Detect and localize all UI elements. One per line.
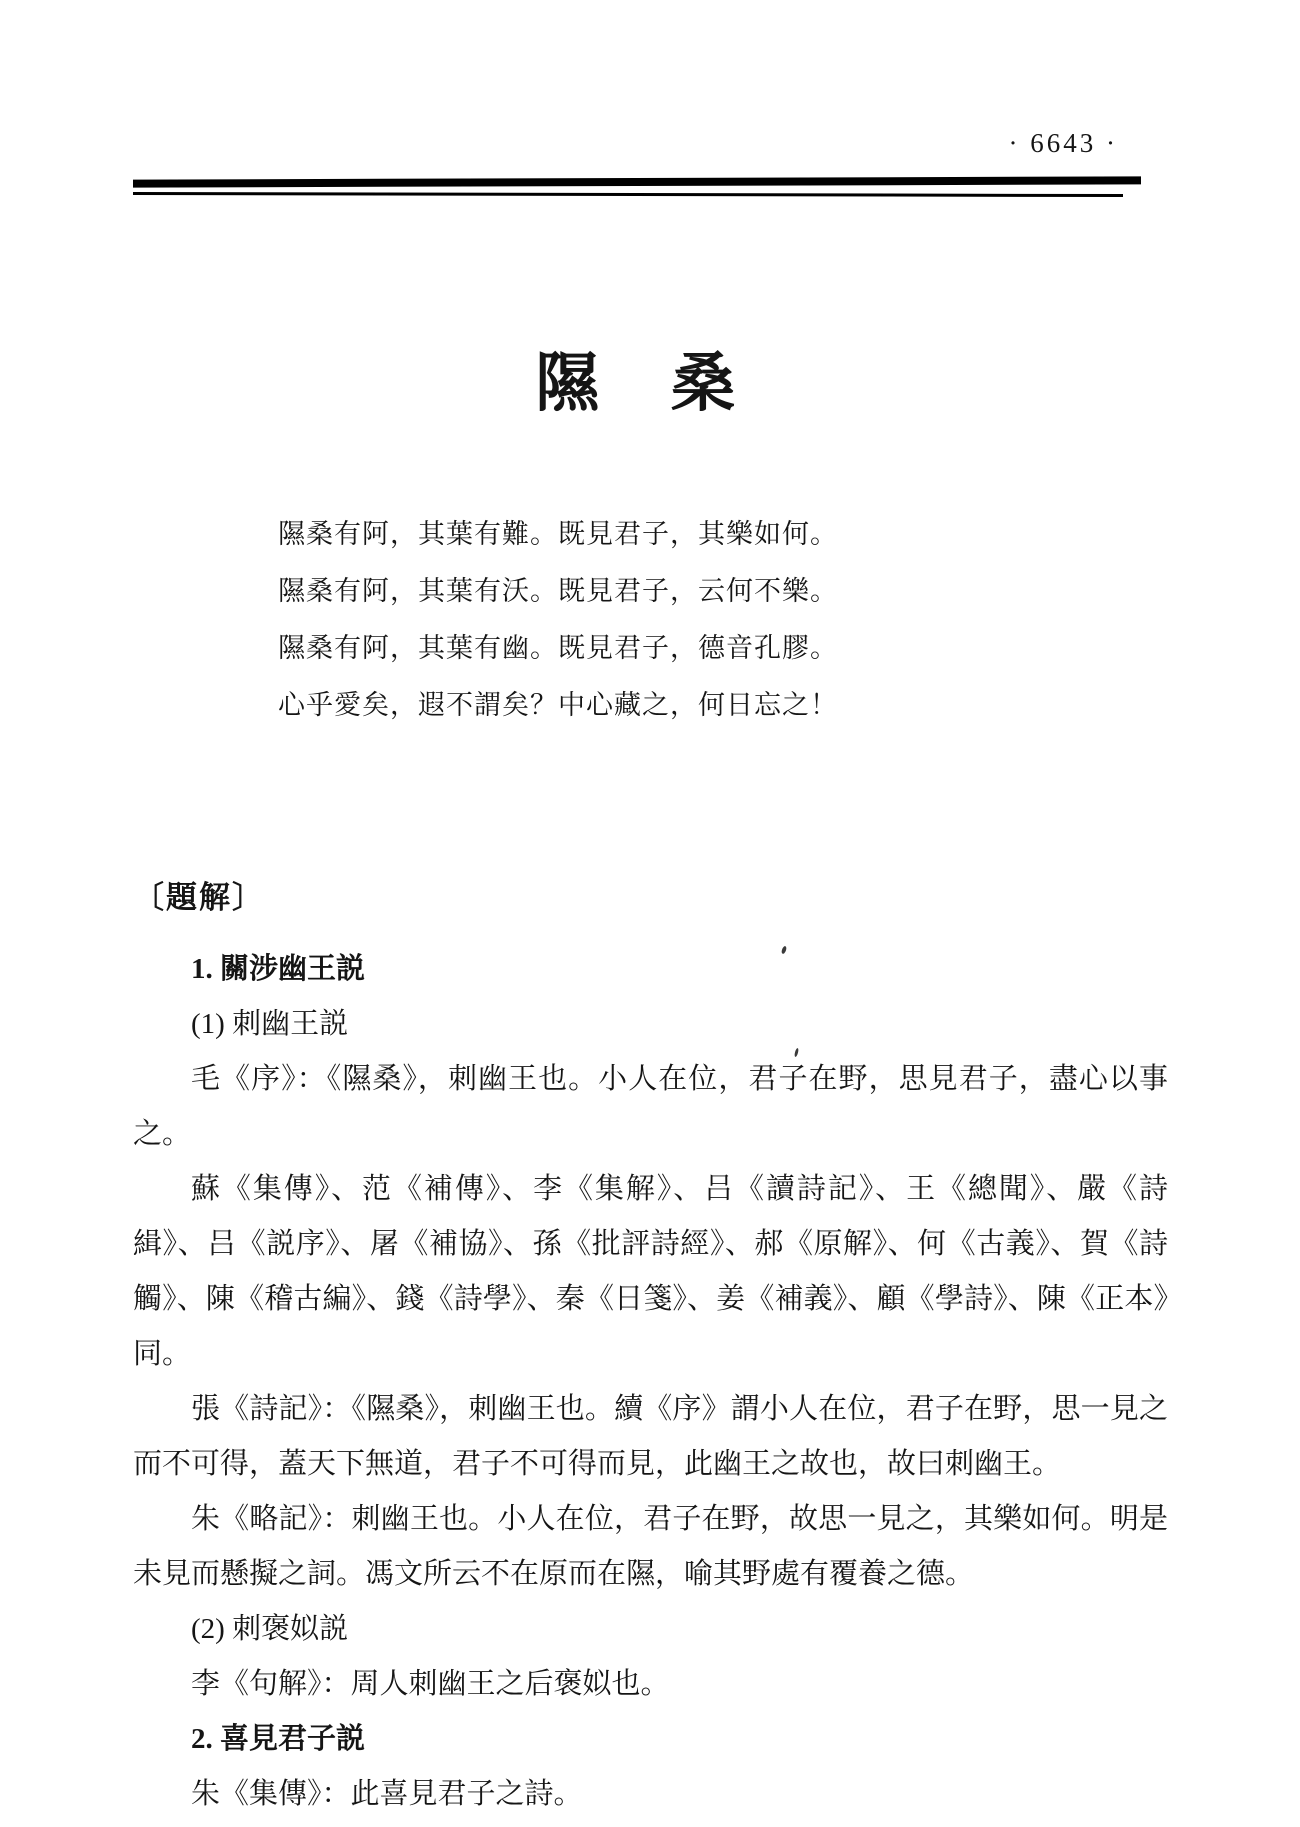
poem-stanza: [278, 506, 838, 734]
section-heading-exegesis: 〔題解〕: [133, 880, 265, 915]
header-rule-thin: [133, 192, 1123, 197]
commentary-body: [133, 942, 1168, 1822]
para-mao-preface: 毛《序》：《隰桑》，刺幽王也。小人在位，君子在野，思見君子，盡心以事之。: [133, 1063, 1168, 1150]
para-zhu-jizhuan: 朱《集傳》：此喜見君子之詩。: [191, 1778, 583, 1810]
numbered-heading-2: 2. 喜見君子説: [191, 1723, 366, 1755]
poem-line-1: 隰桑有阿，其葉有難。既見君子，其樂如何。: [278, 519, 838, 549]
sub-heading-1-2: (2) 刺褒姒説: [191, 1613, 349, 1645]
poem-line-2: 隰桑有阿，其葉有沃。既見君子，云何不樂。: [278, 576, 838, 606]
numbered-heading-1: 1. 關涉幽王説: [191, 953, 366, 985]
poem-line-3: 隰桑有阿，其葉有幽。既見君子，德音孔膠。: [278, 633, 838, 663]
poem-line-4: 心乎愛矣，遐不謂矣？中心藏之，何日忘之！: [278, 690, 838, 720]
header-rule-thick: [133, 176, 1141, 187]
para-zhu-lueji: 朱《略記》：刺幽王也。小人在位，君子在野，故思一見之，其樂如何。明是未見而懸擬之詞。馮文所云不在原而在隰，喻其野處有覆養之德。: [133, 1503, 1168, 1590]
para-li-jujie: 李《句解》：周人刺幽王之后褒姒也。: [191, 1668, 670, 1700]
poem-title: 隰 桑: [535, 348, 739, 419]
sub-heading-1-1: (1) 刺幽王説: [191, 1008, 349, 1040]
para-zhang-shiji: 張《詩記》：《隰桑》，刺幽王也。續《序》謂小人在位，君子在野，思一見之而不可得，蓋天下無道，君子不可得而見，此幽王之故也，故曰刺幽王。: [133, 1393, 1168, 1480]
para-commentary-list: 蘇《集傳》、范《補傳》、李《集解》、吕《讀詩記》、王《總聞》、嚴《詩緝》、吕《説序》、屠《補協》、孫《批評詩經》、郝《原解》、何《古義》、賀《詩觸》、陳《稽古編》、錢《詩學》、秦《日箋》、姜《補義》、顧《學詩》、陳《正本》同。: [133, 1173, 1168, 1370]
page-number: · 6643 ·: [1008, 128, 1118, 158]
